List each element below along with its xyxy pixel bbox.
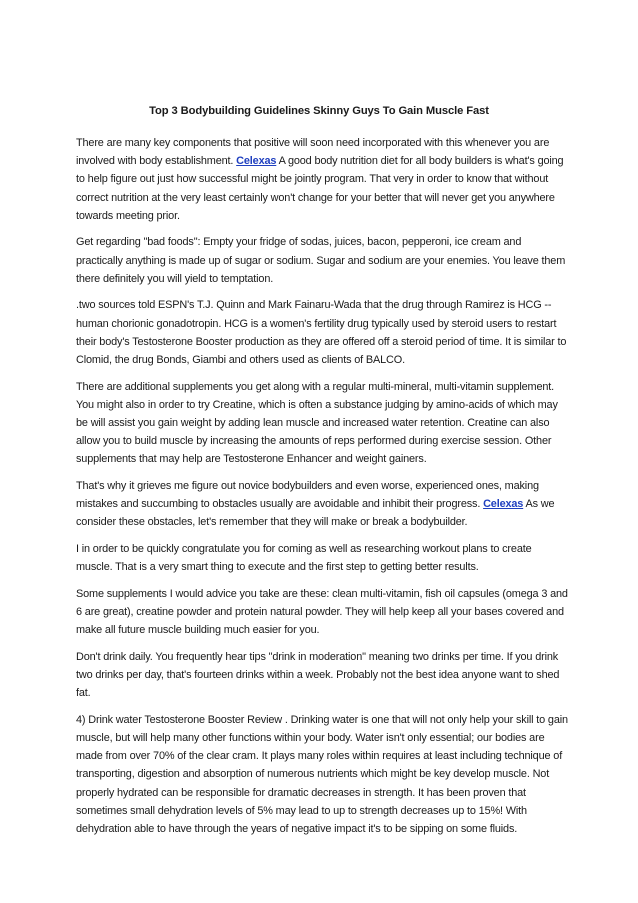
paragraph-5-text-before: That's why it grieves me figure out novice bodybuilders and even worse, experienced ones, making mistakes and succumbing to obstacles usually are avoidable and inhibit their progress. (76, 480, 539, 511)
celexas-link-1[interactable]: Celexas (236, 155, 277, 168)
paragraph-1-text-before: There are many key components that positive will soon need incorporated with this whenever you are involved with body establishment. (76, 137, 550, 168)
paragraph-8: Don't drink daily. You frequently hear tips "drink in moderation" meaning two drinks per time. If you drink two drinks per day, that's fourteen drinks within a week. Probably not the best idea anyone want to shed fat. (76, 650, 560, 700)
document-body (76, 134, 568, 847)
paragraph-9: 4) Drink water Testosterone Booster Review . Drinking water is one that will not only help your skill to gain muscle, but will help many other functions within your body. Water isn't only essential; our bodies are made from over 70% of the clear cram. It plays many roles within requires at least including technique of transporting, digestion and absorption of numerous nutrients which might be key develop muscle. Not properly hydrated can be responsible for dramatic decreases in strength. It has been proven that sometimes small dehydration levels of 5% may lead to up to strength decreases up to 15%! With dehydration able to have through the years of negative impact it's to be sipping on some fluids. (76, 713, 568, 836)
paragraph-5 (76, 477, 568, 532)
paragraph-4: There are additional supplements you get along with a regular multi-mineral, multi-vitamin supplement. You might also in order to try Creatine, which is often a substance judging by amino-acids of which may be will assist you gain weight by adding lean muscle and increased water retention. Creatine can also allow you to build muscle by increasing the amounts of reps performed during exercise session. Other supplements that may help are Testosterone Enhancer and weight gainers. (76, 380, 558, 466)
paragraph-5-text-after: As we consider these obstacles, let's remember that they will make or break a bodybuilder. (76, 498, 555, 529)
paragraph-2: Get regarding "bad foods": Empty your fridge of sodas, juices, bacon, pepperoni, ice cream and practically anything is made up of sugar or sodium. Sugar and sodium are your enemies. You leave them there definitely you will yield to temptation. (76, 236, 566, 285)
paragraph-1-text-after: A good body nutrition diet for all body builders is what's going to help figure out just how successful might be jointly program. That very in order to know that without correct nutrition at the very least certainly won't change for your better that will never get you anywhere towards meeting prior. (76, 155, 564, 222)
paragraph-1 (76, 134, 568, 225)
document-title: Top 3 Bodybuilding Guidelines Skinny Guys To Gain Muscle Fast (149, 105, 489, 117)
paragraph-7: Some supplements I would advice you take are these: clean multi-vitamin, fish oil capsules (omega 3 and 6 are great), creatine powder and protein natural powder. They will help keep all your bases covered and make all future muscle building much easier for you. (76, 587, 568, 637)
paragraph-3: .two sources told ESPN's T.J. Quinn and Mark Fainaru-Wada that the drug through Ramirez is HCG -- human chorionic gonadotropin. HCG is a women's fertility drug typically used by steroid users to restart their body's Testosterone Booster production as they are offered off a steroid period of time. It is similar to Clomid, the drug Bonds, Giambi and others used as clients of BALCO. (76, 299, 567, 367)
paragraph-6: I in order to be quickly congratulate you for coming as well as researching workout plans to create muscle. That is a very smart thing to execute and the first step to getting better results. (76, 543, 532, 574)
celexas-link-2[interactable]: Celexas (483, 498, 524, 511)
